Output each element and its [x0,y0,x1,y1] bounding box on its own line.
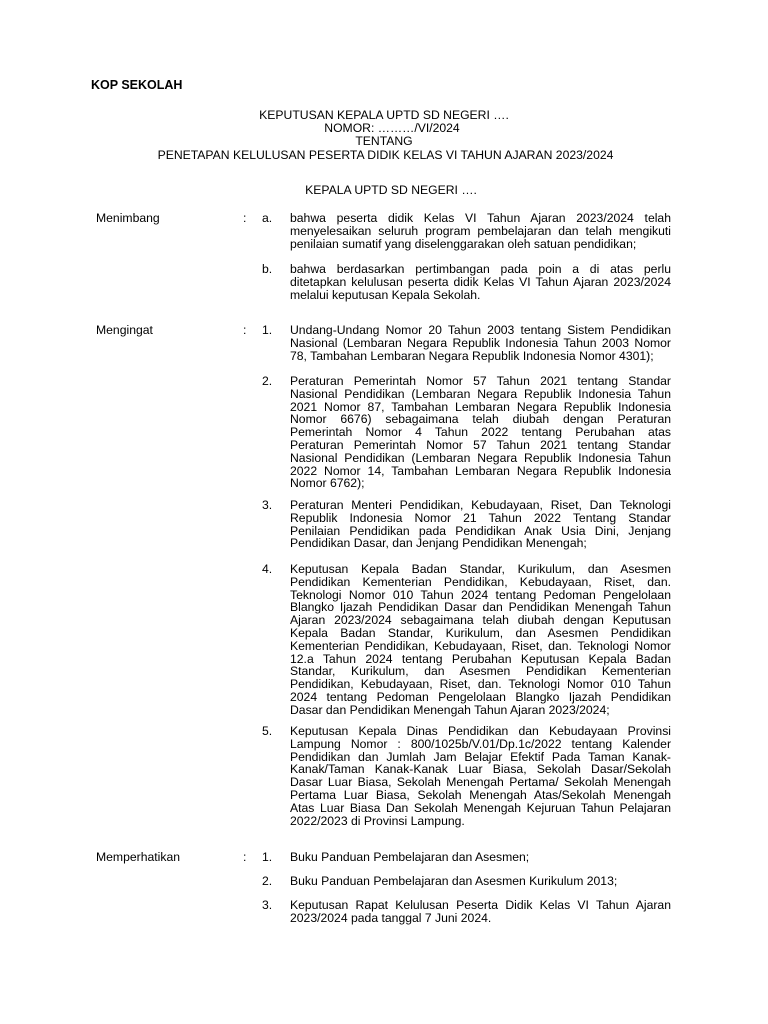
item-text-line: melalui keputusan Kepala Sekolah. [290,287,481,302]
section-colon: : [243,323,247,337]
section-label: Mengingat [96,323,153,337]
decree-about: TENTANG [355,134,413,148]
item-text-line: Kepala Badan Standar, Kurikulum, dan Asesmen Pendidikan [290,625,671,640]
item-text-line: 12.a Tahun 2024 tentang Perubahan Keputusan Kepala Badan [290,651,671,666]
item-text-line: Penilaian Pendidikan pada Pendidikan Anak Usia Dini, Jenjang [290,523,671,538]
item-text-line: Ajaran 2023/2024 sebagaimana telah diubah dengan Keputusan [290,613,671,628]
item-text-line: Peraturan Menteri Pendidikan, Kebudayaan, Riset, Dan Teknologi [290,498,671,512]
decree-number: NOMOR: ………/VI/2024 [324,121,460,135]
item-text-line: Pendidikan Dasar, dan Jenjang Pendidikan Menengah; [290,536,587,551]
item-text-line: 2023/2024 pada tanggal 7 Juni 2024. [290,910,492,925]
item-text-line: Keputusan Rapat Kelulusan Peserta Didik Kelas VI Tahun Ajaran [290,898,671,912]
item-text-line: 2024 tentang Pedoman Pengelolaan Blangko Ijazah Pendidikan [290,689,671,704]
item-text-line: Kementerian Pendidikan, Kebudayaan, Riset, dan. Teknologi Nomor [290,638,671,653]
section-colon: : [243,850,247,864]
item-number: a. [262,211,273,225]
item-text-line: Pendidikan Kementerian Pendidikan, Kebudayaan, Riset, dan. [290,574,671,589]
item-text [290,899,671,925]
section-colon: : [243,211,247,225]
item-text-line: Republik Indonesia Nomor 21 Tahun 2022 Tentang Standar [290,510,671,525]
item-text-line: bahwa berdasarkan pertimbangan pada poin a di atas perlu [290,262,671,276]
item-text-line: Peraturan Pemerintah Nomor 57 Tahun 2021 tentang Standar [290,374,671,388]
item-text-line: Pendidikan, Kebudayaan, Riset, dan. Teknologi Nomor 010 Tahun [290,677,671,692]
item-text-line: 2022/2023 di Provinsi Lampung. [290,813,465,828]
item-number: b. [262,262,273,276]
item-text-line: menyelesaikan seluruh program pembelajaran dan telah mengikuti [290,223,671,238]
item-number: 1. [262,323,273,337]
item-number: 4. [262,562,273,576]
item-text [290,212,671,250]
section-label: Memperhatikan [96,850,180,864]
decree-subject: PENETAPAN KELULUSAN PESERTA DIDIK KELAS VI TAHUN AJARAN 2023/2024 [157,148,614,162]
item-text-line: bahwa peserta didik Kelas VI Tahun Ajaran 2023/2024 telah [290,211,671,225]
item-number: 5. [262,724,273,738]
item-text-line: Lampung Nomor : 800/1025b/V.01/Dp.1c/2022 tentang Kalender [290,736,671,751]
item-text-line: Blangko Ijazah Pendidikan Dasar dan Pendidikan Menengah Tahun [290,600,671,615]
item-text-line: Undang-Undang Nomor 20 Tahun 2003 tentang Sistem Pendidikan [290,323,671,337]
item-text-line: Nomor 6762); [290,476,365,491]
letterhead-label: KOP SEKOLAH [91,78,183,92]
decree-official: KEPALA UPTD SD NEGERI …. [305,183,477,197]
item-text-line: 78, Tambahan Lembaran Negara Republik Indonesia Nomor 4301); [290,348,654,363]
item-number: 3. [262,898,273,912]
item-text [290,725,671,827]
item-number: 2. [262,874,273,888]
item-text-line: Standar, Kurikulum, dan Asesmen Pendidikan Kementerian [290,664,671,679]
item-text-line: penilaian sumatif yang diselenggarakan oleh satuan pendidikan; [290,236,637,251]
item-text-line: Dasar dan Pendidikan Menengah Tahun Ajaran 2023/2024; [290,702,610,717]
item-text-line: Teknologi Nomor 010 Tahun 2024 tentang Pedoman Pengelolaan [290,587,671,602]
item-text-line: 2022 Nomor 14, Tambahan Lembaran Negara Republik Indonesia [290,463,671,478]
item-text-line: Dasar Luar Biasa, Sekolah Menengah Pertama/ Sekolah Menengah [290,775,671,790]
item-text-line: Pertama Luar Biasa, Sekolah Menengah Atas/Sekolah Menengah [290,787,671,802]
decree-title: KEPUTUSAN KEPALA UPTD SD NEGERI …. [259,108,509,122]
item-text-line: Keputusan Kepala Badan Standar, Kurikulum, dan Asesmen [290,562,671,576]
item-text-line: Nomor 6676) sebagaimana telah diubah dengan Peraturan [290,412,671,427]
item-text-line: ditetapkan kelulusan peserta didik Kelas VI Tahun Ajaran 2023/2024 [290,274,671,289]
item-number: 3. [262,498,273,512]
item-text [290,851,671,864]
item-text [290,499,671,550]
item-text-line: Keputusan Kepala Dinas Pendidikan dan Kebudayaan Provinsi [290,724,671,738]
item-number: 1. [262,850,273,864]
item-text-line: Kanak/Taman Kanak-Kanak Luar Biasa, Sekolah Dasar/Sekolah [290,762,671,777]
item-text [290,563,671,717]
item-text-line: Buku Panduan Pembelajaran dan Asesmen Kurikulum 2013; [290,874,618,888]
item-text [290,324,671,362]
item-text-line: Pendidikan dan Jumlah Jam Belajar Efektif Pada Taman Kanak- [290,749,671,764]
item-text [290,263,671,301]
item-text-line: Atas Luar Biasa Dan Sekolah Menengah Kejuruan Tahun Pelajaran [290,800,671,815]
item-text-line: Nasional (Lembaran Negara Republik Indonesia Tahun 2003 Nomor [290,335,671,350]
item-text-line: Nasional Pendidikan (Lembaran Negara Republik Indonesia Tahun [290,386,671,401]
item-number: 2. [262,374,273,388]
item-text [290,375,671,490]
item-text-line: 2021 Nomor 87, Tambahan Lembaran Negara Republik Indonesia [290,399,671,414]
item-text [290,875,671,888]
item-text-line: Peraturan Pemerintah Nomor 57 Tahun 2021 tentang Standar [290,437,671,452]
item-text-line: Buku Panduan Pembelajaran dan Asesmen; [290,850,530,864]
section-label: Menimbang [96,211,160,225]
item-text-line: Pemerintah Nomor 4 Tahun 2022 tentang Perubahan atas [290,425,671,440]
item-text-line: Nasional Pendidikan (Lembaran Negara Republik Indonesia Tahun [290,450,671,465]
